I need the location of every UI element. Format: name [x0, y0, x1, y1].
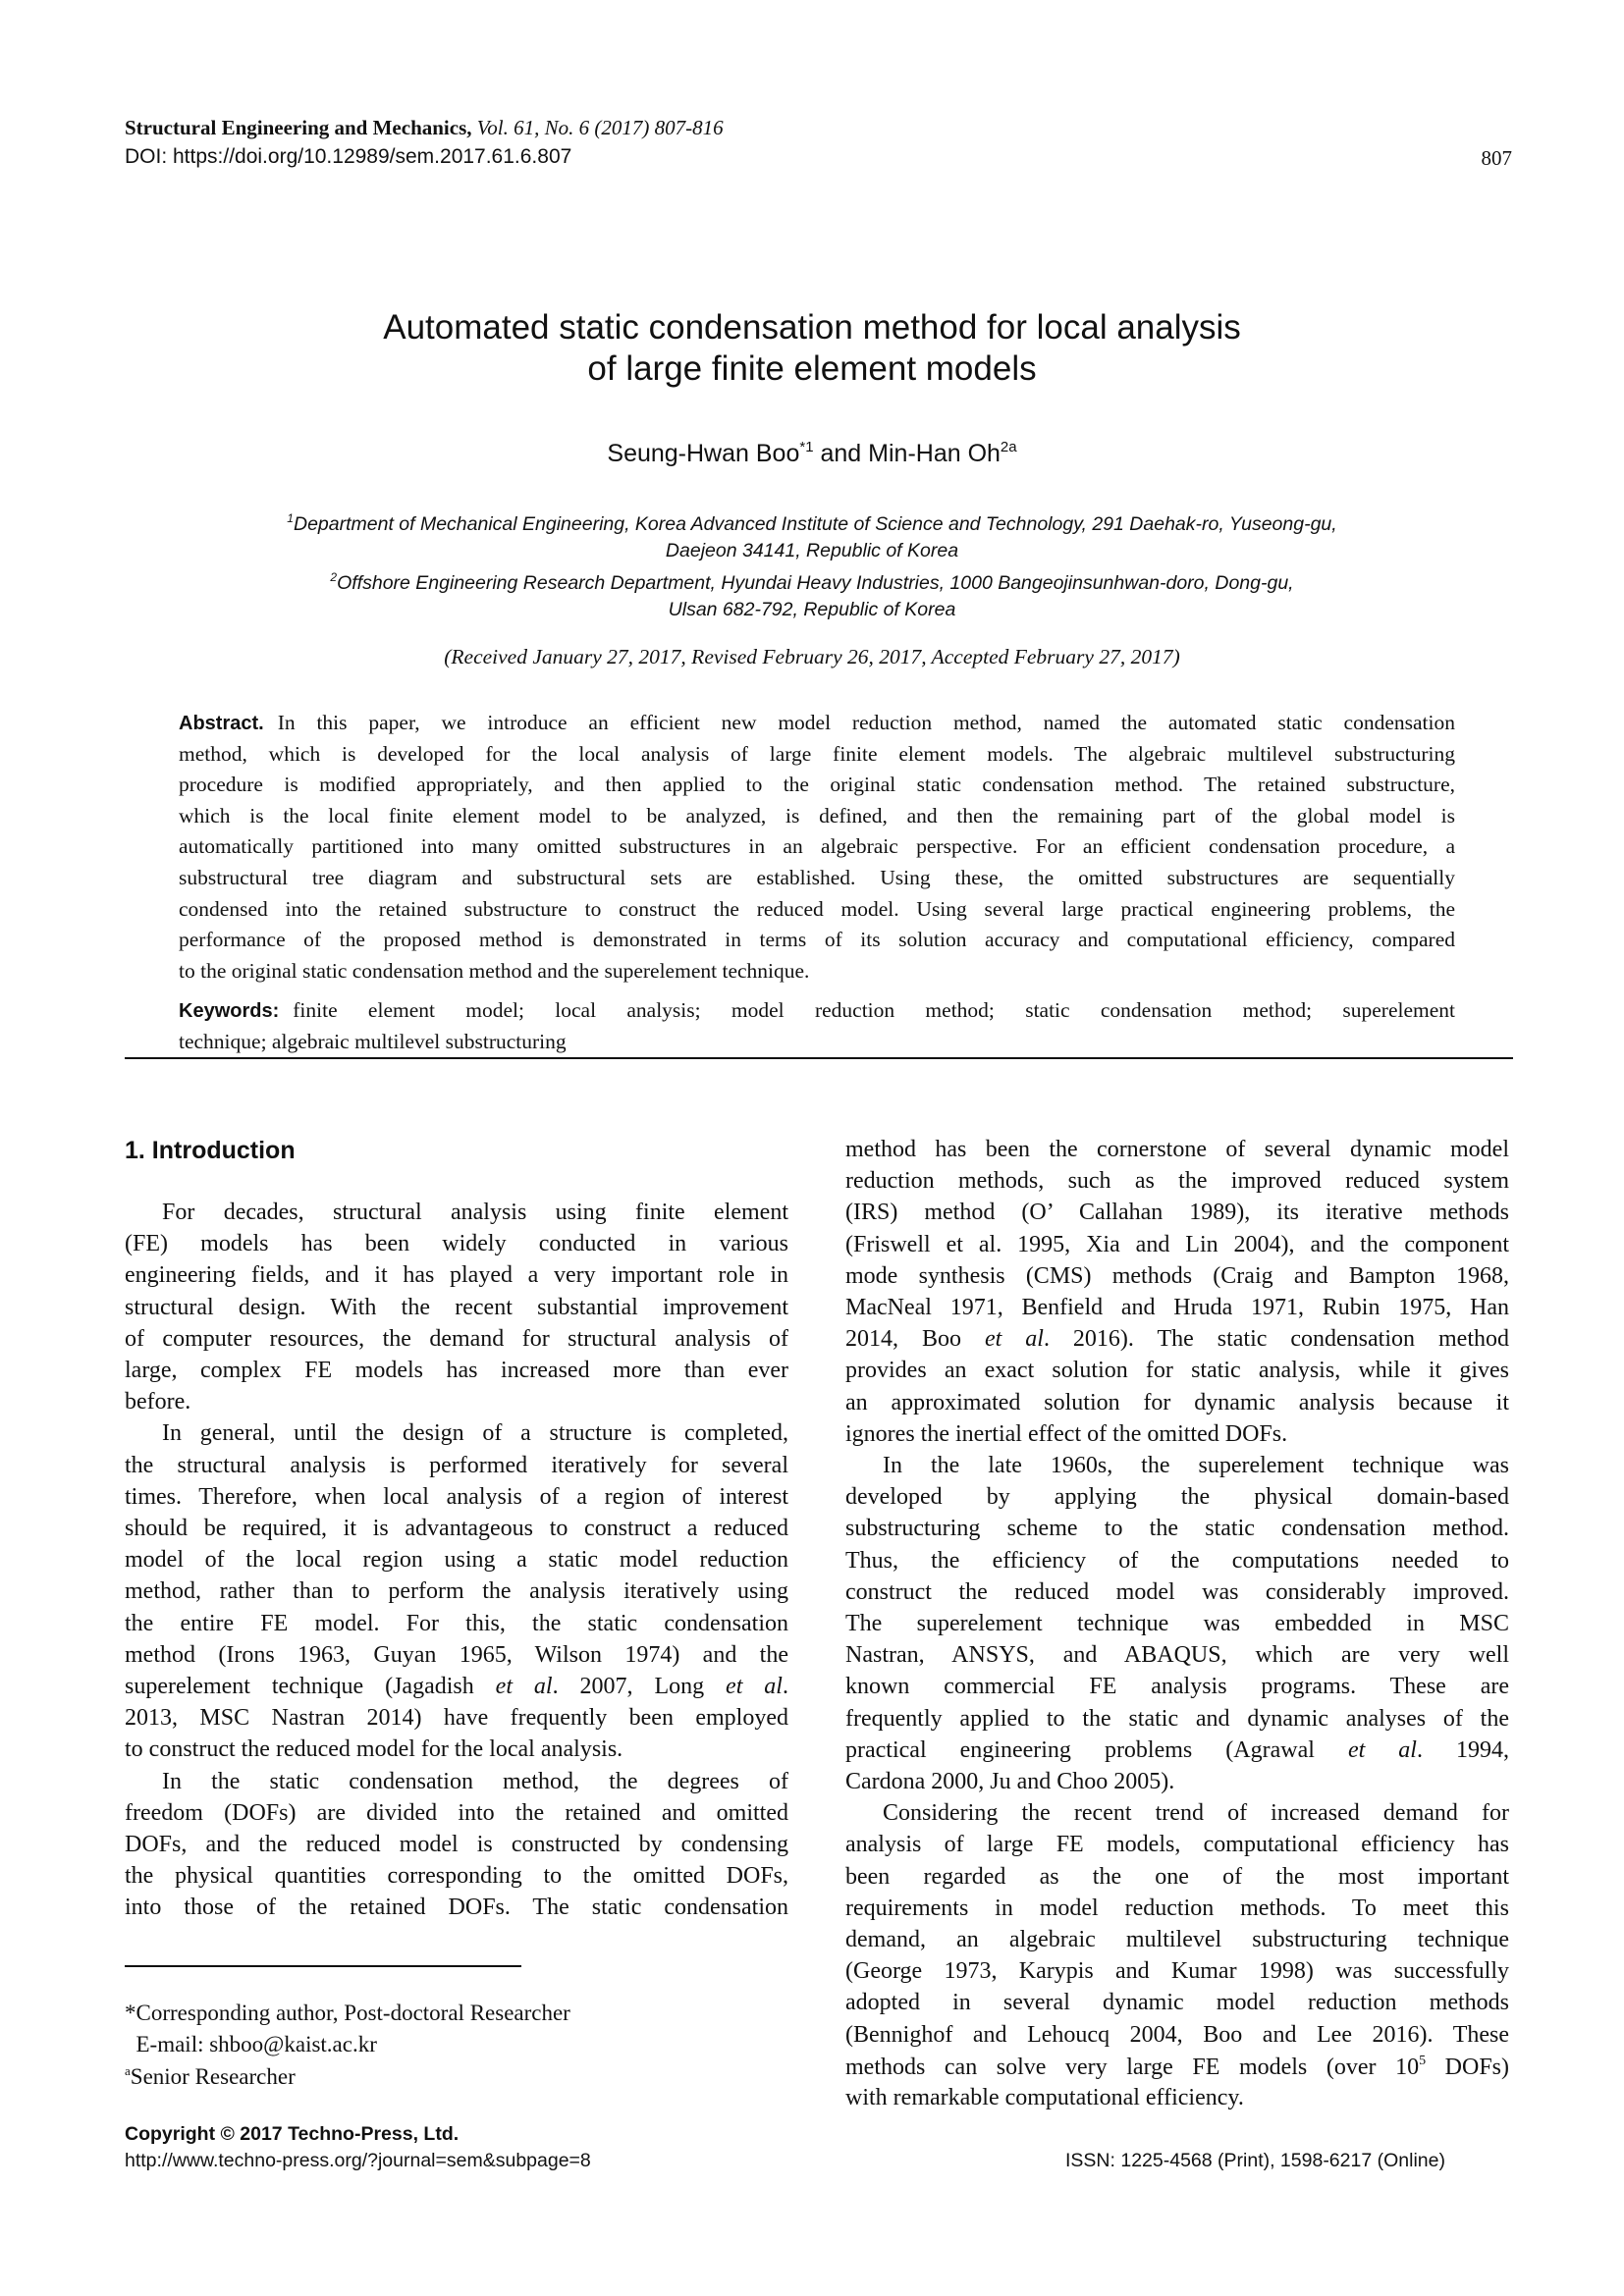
affiliations [0, 506, 1624, 623]
abstract-line [179, 769, 1455, 800]
abstract-line [179, 830, 1455, 862]
body-text-line: to construct the reduced model for the local analysis. [125, 1736, 623, 1763]
body-text-line: structural design. With the recent substantial improvement [125, 1294, 788, 1320]
abstract-line [179, 800, 1455, 831]
journal-name: Structural Engineering and Mechanics, [125, 116, 472, 139]
author-list [0, 439, 1624, 468]
paper-title [0, 307, 1624, 390]
affiliation-2 [0, 564, 1624, 597]
journal-citation [125, 116, 724, 140]
body-text-line: Thus, the efficiency of the computations needed to [845, 1547, 1509, 1574]
journal-volume: Vol. 61, No. 6 (2017) 807-816 [471, 116, 724, 139]
body-text-line: In general, until the design of a structure is completed, [162, 1420, 788, 1447]
affiliation-2-mark: 2 [330, 570, 338, 584]
copyright-notice: Copyright © 2017 Techno-Press, Ltd. [125, 2123, 460, 2145]
body-text-line: times. Therefore, when local analysis of a region of interest [125, 1483, 788, 1510]
body-text-line: should be required, it is advantageous to construct a reduced [125, 1516, 788, 1541]
abstract-line [179, 924, 1455, 955]
abstract-text: condensed into the retained substructure to construct the reduced model. Using several large practical engineering problems, the [179, 896, 1455, 921]
body-text-line: (Friswell et al. 1995, Xia and Lin 2004), and the component [845, 1231, 1509, 1257]
body-text-line: reduction methods, such as the improved reduced system [845, 1168, 1509, 1195]
affiliation-2-line-1: Offshore Engineering Research Department, Hyundai Heavy Industries, 1000 Bangeojinsunhwan-doro, Dong-gu, [337, 572, 1294, 594]
body-text-line: DOFs, and the reduced model is constructed by condensing [125, 1832, 788, 1857]
body-text-line: adopted in several dynamic model reduction methods [845, 1990, 1509, 2016]
author-2-marks: 2a [1000, 439, 1017, 455]
body-text-line: frequently applied to the static and dynamic analyses of the [845, 1705, 1509, 1732]
abstract-label: Abstract. [179, 713, 264, 734]
body-text-line: practical engineering problems (Agrawal et al. 1994, [845, 1736, 1509, 1763]
body-text-line: before. [125, 1389, 191, 1415]
section-heading: 1. Introduction [125, 1137, 296, 1164]
abstract-line [179, 738, 1455, 770]
body-text-line: Cardona 2000, Ju and Choo 2005). [845, 1769, 1175, 1794]
body-text-line: (George 1973, Karypis and Kumar 1998) was successfully [845, 1958, 1509, 1985]
body-text-line: (Bennighof and Lehoucq 2004, Boo and Lee 2016). These [845, 2021, 1509, 2048]
abstract-text: substructural tree diagram and substructural sets are established. Using these, the omitted substructures are sequentially [179, 866, 1455, 889]
body-text-line: substructuring scheme to the static condensation method. [845, 1516, 1509, 1542]
author-1-marks: *1 [799, 439, 814, 455]
page-number: 807 [1481, 146, 1512, 170]
body-text-line: analysis of large FE models, computational efficiency has [845, 1832, 1509, 1858]
received-dates: (Received January 27, 2017, Revised February 26, 2017, Accepted February 27, 2017) [444, 645, 1180, 668]
affiliation-2-line-2: Ulsan 682-792, Republic of Korea [668, 599, 956, 620]
body-text-line: developed by applying the physical domain-based [845, 1484, 1509, 1511]
body-text-line: 2014, Boo et al. 2016). The static condensation method [845, 1326, 1509, 1353]
body-text-line: (IRS) method (O’ Callahan 1989), its iterative methods [845, 1200, 1509, 1226]
body-text-line: method (Irons 1963, Guyan 1965, Wilson 1974) and the [125, 1641, 788, 1668]
title-line-2: of large finite element models [587, 349, 1037, 388]
abstract-text: procedure is modified appropriately, and then applied to the original static condensation method. The retained substructure, [179, 773, 1455, 797]
body-text-line: demand, an algebraic multilevel substructuring technique [845, 1927, 1509, 1952]
body-text-line: construct the reduced model was considerably improved. [845, 1578, 1509, 1605]
body-text-line: of computer resources, the demand for structural analysis of [125, 1325, 788, 1352]
body-text-line: into those of the retained DOFs. The static condensation [125, 1895, 788, 1921]
body-text-line: freedom (DOFs) are divided into the retained and omitted [125, 1799, 788, 1826]
footnote-divider [125, 1965, 521, 1967]
keywords-text: technique; algebraic multilevel substructuring [179, 1029, 567, 1053]
body-text-line: engineering fields, and it has played a very important role in [125, 1262, 788, 1289]
abstract-text: which is the local finite element model to be analyzed, is defined, and then the remaining part of the global model is [179, 803, 1455, 828]
author-1: Seung-Hwan Boo [607, 440, 800, 467]
body-text-line: Considering the recent trend of increased demand for [883, 1800, 1509, 1827]
abstract-text: performance of the proposed method is demonstrated in terms of its solution accuracy and computational efficiency, compared [179, 928, 1455, 952]
body-text-line: mode synthesis (CMS) methods (Craig and Bampton 1968, [845, 1262, 1509, 1289]
keywords-line [179, 994, 1455, 1027]
body-text-line: method, rather than to perform the analysis iteratively using [125, 1578, 788, 1605]
body-text-line: 2013, MSC Nastran 2014) have frequently been employed [125, 1705, 788, 1732]
journal-url-link[interactable]: http://www.techno-press.org/?journal=sem&subpage=8 [125, 2150, 591, 2171]
affiliation-1-line-1: Department of Mechanical Engineering, Korea Advanced Institute of Science and Technology, 291 Daehak-ro, Yuseong-gu, [293, 513, 1337, 535]
header-divider [125, 1057, 1513, 1059]
body-text-line: large, complex FE models has increased more than ever [125, 1358, 788, 1383]
body-text-line: the structural analysis is performed iteratively for several [125, 1452, 788, 1478]
footnote-senior-mark: a [125, 2063, 131, 2078]
body-text-line: In the static condensation method, the degrees of [162, 1768, 788, 1794]
title-line-1: Automated static condensation method for local analysis [383, 308, 1241, 347]
body-text-line: been regarded as the one of the most important [845, 1863, 1509, 1890]
footnote-corresponding: *Corresponding author, Post-doctoral Researcher [125, 2001, 570, 2025]
abstract-text: to the original static condensation method and the superelement technique. [179, 958, 810, 983]
footnote-email[interactable]: E-mail: shboo@kaist.ac.kr [125, 2032, 377, 2056]
body-text-line: the physical quantities corresponding to the omitted DOFs, [125, 1863, 788, 1890]
body-text-line: superelement technique (Jagadish et al. 2007, Long et al. [125, 1674, 788, 1699]
keywords-line [179, 1026, 1455, 1057]
body-text-line: (FE) models has been widely conducted in various [125, 1231, 788, 1257]
body-text-line: MacNeal 1971, Benfield and Hruda 1971, Rubin 1975, Han [845, 1295, 1509, 1320]
abstract-line [179, 862, 1455, 893]
body-text-line: an approximated solution for dynamic analysis because it [845, 1389, 1509, 1415]
abstract-line [179, 707, 1455, 739]
body-text-line: model of the local region using a static model reduction [125, 1547, 788, 1574]
body-text-line: ignores the inertial effect of the omitted DOFs. [845, 1420, 1288, 1447]
body-text-line: the entire FE model. For this, the static condensation [125, 1610, 788, 1636]
body-text-line: method has been the cornerstone of several dynamic model [845, 1137, 1509, 1162]
affiliation-1-line-2: Daejeon 34141, Republic of Korea [665, 540, 959, 561]
body-text-line: methods can solve very large FE models (over $10^5$ DOFs) [845, 2053, 1509, 2080]
abstract-text: In this paper, we introduce an efficient new model reduction method, named the automated static condensation [277, 711, 1455, 734]
abstract-text: method, which is developed for the local analysis of large finite element models. The algebraic multilevel substructuring [179, 741, 1455, 766]
author-connector: and [813, 440, 869, 467]
affiliation-1 [0, 506, 1624, 538]
body-text-line: known commercial FE analysis programs. These are [845, 1674, 1509, 1700]
affiliation-1-mark: 1 [287, 511, 294, 525]
author-2: Min-Han Oh [868, 440, 1001, 467]
body-text-line: The superelement technique was embedded in MSC [845, 1611, 1509, 1636]
abstract-text: automatically partitioned into many omitted substructures in an algebraic perspective. For an efficient condensation procedure, a [179, 834, 1455, 859]
abstract-line [179, 955, 1455, 987]
keywords-text: finite element model; local analysis; model reduction method; static condensation method; superelement [293, 998, 1455, 1022]
body-text-line: For decades, structural analysis using finite element [162, 1200, 788, 1225]
body-text-line: Nastran, ANSYS, and ABAQUS, which are very well [845, 1642, 1509, 1669]
doi-link[interactable]: DOI: https://doi.org/10.12989/sem.2017.61.6.807 [125, 145, 572, 168]
body-text-line: provides an exact solution for static analysis, while it gives [845, 1358, 1509, 1384]
body-text-line: requirements in model reduction methods. To meet this [845, 1895, 1509, 1921]
footnote-senior [125, 2063, 296, 2090]
issn: ISSN: 1225-4568 (Print), 1598-6217 (Online) [1065, 2150, 1445, 2171]
body-text-line: with remarkable computational efficiency. [845, 2085, 1244, 2110]
body-text-line: In the late 1960s, the superelement technique was [883, 1453, 1509, 1478]
footnote-senior-text: Senior Researcher [130, 2064, 296, 2089]
abstract-line [179, 893, 1455, 925]
keywords-label: Keywords: [179, 1000, 280, 1022]
